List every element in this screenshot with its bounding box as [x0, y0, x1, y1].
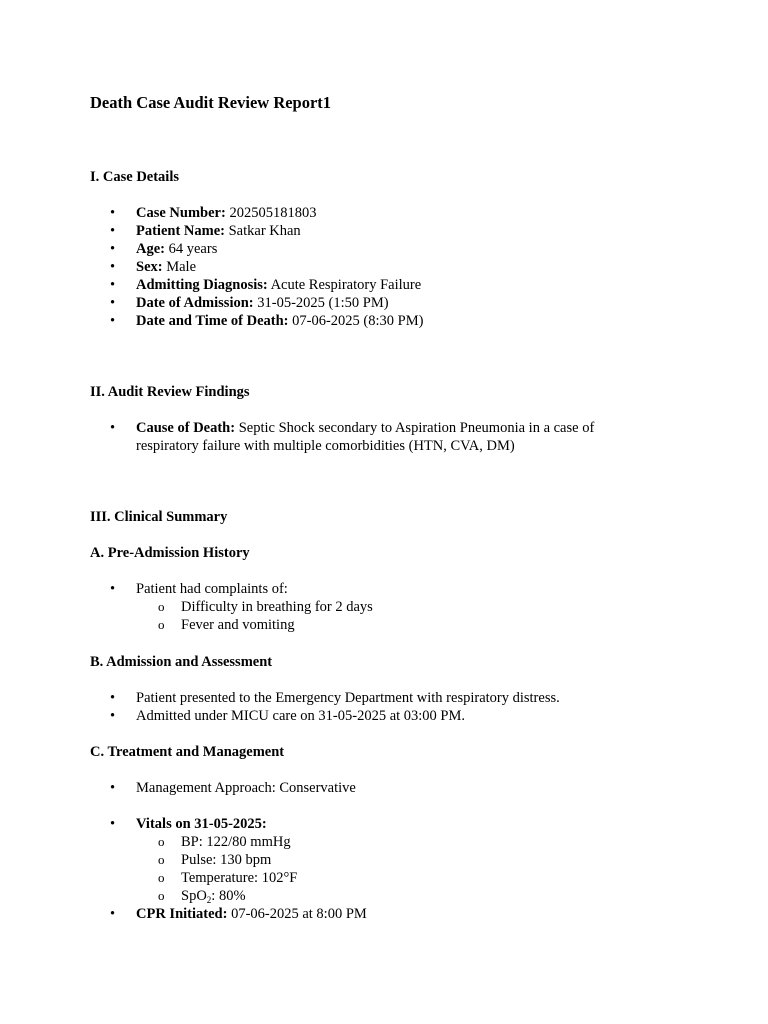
sex-label: Sex: — [136, 259, 163, 275]
admitting-diagnosis-label: Admitting Diagnosis: — [136, 277, 268, 293]
subsection-treatment-heading: C. Treatment and Management — [90, 744, 285, 760]
report-title: Death Case Audit Review Report1 — [90, 93, 332, 112]
sub-bullet: o — [158, 617, 165, 632]
subsection-pre-admission-heading: A. Pre-Admission History — [90, 545, 250, 561]
bullet: • — [110, 223, 116, 239]
vital-temperature: Temperature: 102°F — [181, 870, 298, 886]
date-of-admission-value: 31-05-2025 (1:50 PM) — [257, 295, 389, 311]
sub-bullet: o — [158, 852, 165, 867]
sex-value: Male — [166, 259, 197, 275]
complaint-item: Difficulty in breathing for 2 days — [181, 599, 373, 615]
bullet: • — [110, 295, 116, 311]
section-clinical-summary-heading: III. Clinical Summary — [90, 509, 228, 525]
cause-of-death-value: Septic Shock secondary to Aspiration Pneumonia in a case of respiratory failure with multiple comorbidities (HTN, CVA, DM) — [136, 420, 595, 454]
bullet: • — [110, 241, 116, 257]
patient-name-label: Patient Name: — [136, 223, 225, 239]
date-time-of-death-label: Date and Time of Death: — [136, 313, 289, 329]
sub-bullet: o — [158, 834, 165, 849]
bullet: • — [110, 313, 116, 329]
bullet: • — [110, 205, 116, 221]
admission-item: Admitted under MICU care on 31-05-2025 at 03:00 PM. — [136, 708, 466, 724]
bullet: • — [110, 420, 116, 436]
bullet: • — [110, 816, 116, 832]
admission-item: Patient presented to the Emergency Department with respiratory distress. — [136, 690, 560, 706]
date-time-of-death-value: 07-06-2025 (8:30 PM) — [292, 313, 424, 329]
cause-of-death-label: Cause of Death: — [136, 420, 236, 436]
spo2-subscript: 2 — [206, 895, 212, 905]
complaint-item: Fever and vomiting — [181, 617, 295, 633]
case-number-value: 202505181803 — [229, 205, 317, 221]
vital-spo2 — [181, 887, 246, 905]
date-of-admission-label: Date of Admission: — [136, 295, 254, 311]
age-label: Age: — [136, 241, 165, 257]
sub-bullet: o — [158, 599, 165, 614]
spo2-value: : 80% — [211, 888, 246, 904]
vital-bp: BP: 122/80 mmHg — [181, 834, 291, 850]
bullet: • — [110, 708, 116, 724]
admitting-diagnosis-value: Acute Respiratory Failure — [270, 277, 422, 293]
bullet: • — [110, 906, 116, 922]
sub-bullet: o — [158, 870, 165, 885]
sub-bullet: o — [158, 888, 165, 903]
bullet: • — [110, 277, 116, 293]
management-approach: Management Approach: Conservative — [136, 780, 356, 796]
age-value: 64 years — [168, 241, 218, 257]
bullet: • — [110, 581, 116, 597]
spo2-prefix: SpO — [181, 888, 207, 904]
subsection-admission-heading: B. Admission and Assessment — [90, 654, 273, 670]
section-audit-findings-heading: II. Audit Review Findings — [90, 384, 250, 400]
bullet: • — [110, 780, 116, 796]
bullet: • — [110, 690, 116, 706]
patient-name-value: Satkar Khan — [228, 223, 301, 239]
bullet: • — [110, 259, 116, 275]
vital-pulse: Pulse: 130 bpm — [181, 852, 272, 868]
section-case-details-heading: I. Case Details — [90, 169, 180, 185]
cpr-value: 07-06-2025 at 8:00 PM — [231, 906, 367, 922]
complaints-intro: Patient had complaints of: — [136, 581, 288, 597]
vitals-label: Vitals on 31-05-2025: — [136, 816, 267, 832]
cpr-label: CPR Initiated: — [136, 906, 228, 922]
case-number-label: Case Number: — [136, 205, 226, 221]
